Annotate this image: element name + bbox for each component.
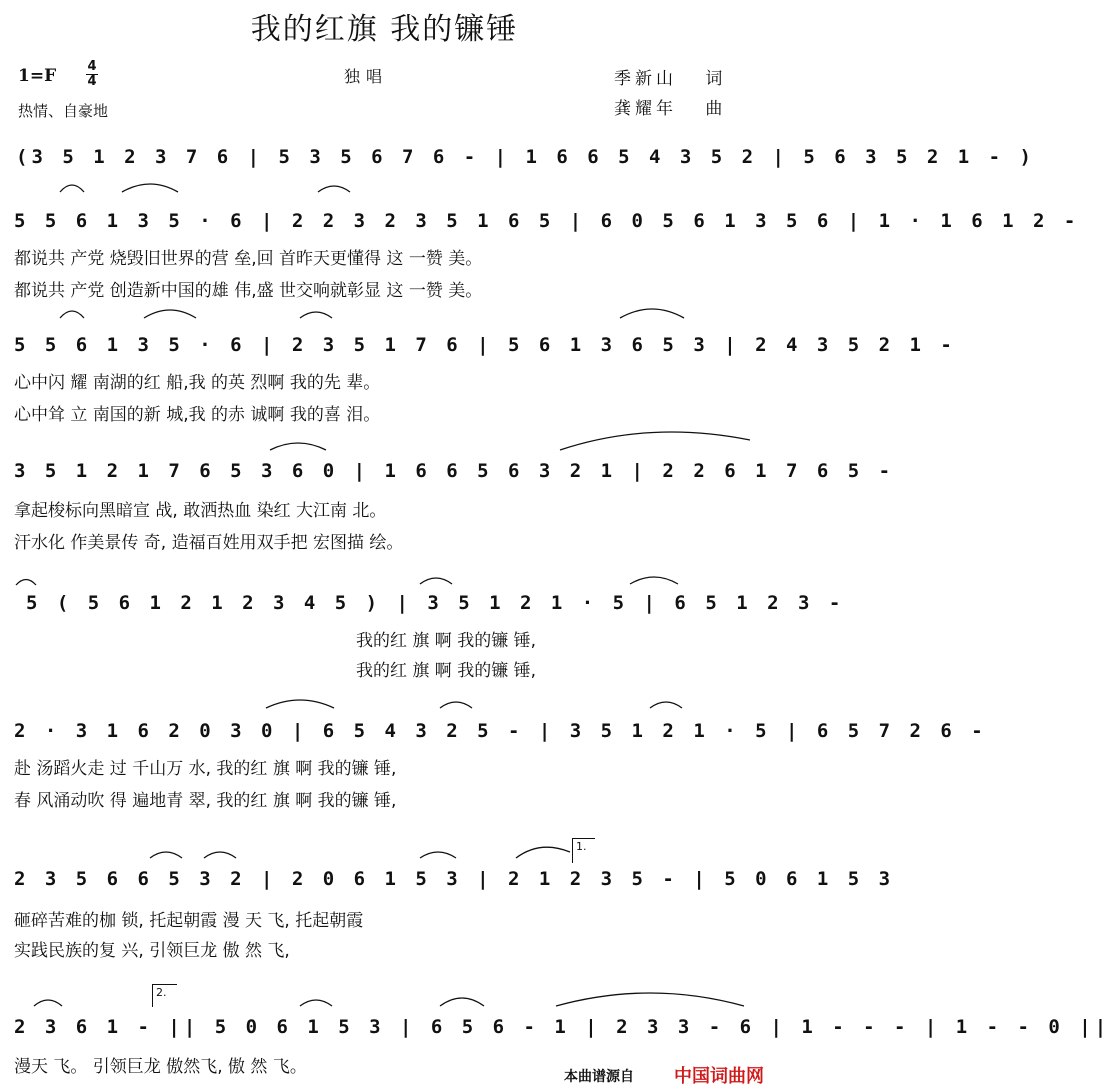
notes-line-8: 2 3 6 1 - || 5 0 6 1 5 3 | 6 5 6 - 1 | 2 3 3 - 6 | 1 - - - | 1 - - 0 || xyxy=(14,1016,1110,1038)
slur-arc xyxy=(204,852,236,858)
song-title: 我的红旗 我的镰锤 xyxy=(250,12,519,47)
notes-line-5: 5 ( 5 6 1 2 1 2 3 4 5 ) | 3 5 1 2 1 · 5 | 6 5 1 2 3 - xyxy=(26,592,845,614)
lyric-line-7b: 实践民族的复 兴, 引领巨龙 傲 然 飞, xyxy=(14,941,290,961)
notes-line-3: 5 5 6 1 3 5 · 6 | 2 3 5 1 7 6 | 5 6 1 3 6 5 3 | 2 4 3 5 2 1 - xyxy=(14,334,956,356)
lyric-line-4b: 汗水化 作美景传 奇, 造福百姓用双手把 宏图描 绘。 xyxy=(14,533,404,553)
lyric-line-8a: 漫天 飞。 引领巨龙 傲然飞, 傲 然 飞。 xyxy=(14,1057,307,1077)
slur-arc xyxy=(144,310,196,318)
notes-line-2: 5 5 6 1 3 5 · 6 | 2 2 3 2 3 5 1 6 5 | 6 0 5 6 1 3 5 6 | 1 · 1 6 1 2 - xyxy=(14,210,1080,232)
slur-arc xyxy=(318,186,350,192)
lyricist-name: 季新山 xyxy=(614,69,677,89)
slur-arc xyxy=(556,993,744,1006)
lyric-line-6b: 春 风涌动吹 得 遍地青 翠, 我的红 旗 啊 我的镰 锤, xyxy=(14,791,397,811)
slur-arc xyxy=(266,700,334,708)
slur-arc xyxy=(440,702,472,708)
slur-arc xyxy=(270,443,326,450)
slur-arc xyxy=(16,580,36,586)
composer-name: 龚耀年 xyxy=(614,99,677,119)
slur-arc xyxy=(650,702,682,708)
slur-arc xyxy=(516,847,570,858)
footer-site-name[interactable]: 中国词曲网 xyxy=(674,1066,764,1087)
notes-line-4: 3 5 1 2 1 7 6 5 3 6 0 | 1 6 6 5 6 3 2 1 | 2 2 6 1 7 6 5 - xyxy=(14,460,895,482)
slur-arc xyxy=(60,185,84,192)
slur-arc xyxy=(150,852,182,858)
lyric-line-6a: 赴 汤蹈火走 过 千山万 水, 我的红 旗 啊 我的镰 锤, xyxy=(14,759,397,779)
second-ending-label: 2. xyxy=(156,986,167,999)
lyric-line-3a: 心中闪 耀 南湖的红 船,我 的英 烈啊 我的先 辈。 xyxy=(14,373,381,393)
lyric-line-5b: 我的红 旗 啊 我的镰 锤, xyxy=(356,661,537,681)
tempo-mood: 热情、自豪地 xyxy=(18,102,109,120)
notes-line-1: (3 5 1 2 3 7 6 | 5 3 5 6 7 6 - | 1 6 6 5 4 3 5 2 | 5 6 3 5 2 1 - ) xyxy=(16,146,1035,168)
performance-type: 独唱 xyxy=(344,67,389,86)
lyric-line-5a: 我的红 旗 啊 我的镰 锤, xyxy=(356,631,537,651)
slur-arc xyxy=(300,1000,332,1006)
slur-arc xyxy=(440,998,484,1006)
lyric-line-3b: 心中耸 立 南国的新 城,我 的赤 诚啊 我的喜 泪。 xyxy=(14,405,381,425)
composer-role: 曲 xyxy=(705,99,723,119)
notes-line-7: 2 3 5 6 6 5 3 2 | 2 0 6 1 5 3 | 2 1 2 3 5 - | 5 0 6 1 5 3 xyxy=(14,868,895,890)
first-ending-label: 1. xyxy=(576,840,587,853)
meter-top: 4 xyxy=(87,59,97,74)
lyric-line-2b: 都说共 产党 创造新中国的雄 伟,盛 世交响就彰显 这 一赞 美。 xyxy=(14,281,483,301)
slur-arc xyxy=(560,432,750,450)
slur-arc xyxy=(60,311,84,318)
slur-arc xyxy=(630,577,678,584)
meter-bottom: 4 xyxy=(87,74,97,89)
lyric-line-4a: 拿起梭标向黑暗宣 战, 敢洒热血 染红 大江南 北。 xyxy=(14,501,387,521)
key-signature: 1=F xyxy=(18,66,57,86)
slur-arc xyxy=(420,852,456,858)
slur-arc xyxy=(620,309,684,318)
footer-source-label: 本曲谱源自 xyxy=(564,1069,634,1085)
lyric-line-2a: 都说共 产党 烧毁旧世界的营 垒,回 首昨天更懂得 这 一赞 美。 xyxy=(14,249,483,269)
slur-arc xyxy=(300,312,332,318)
lyricist-role: 词 xyxy=(705,69,723,89)
slur-arc xyxy=(122,184,178,192)
lyric-line-7a: 砸碎苦难的枷 锁, 托起朝霞 漫 天 飞, 托起朝霞 xyxy=(14,911,364,931)
notes-line-6: 2 · 3 1 6 2 0 3 0 | 6 5 4 3 2 5 - | 3 5 1 2 1 · 5 | 6 5 7 2 6 - xyxy=(14,720,987,742)
slur-arc xyxy=(420,578,452,584)
slur-arc xyxy=(34,1000,62,1006)
